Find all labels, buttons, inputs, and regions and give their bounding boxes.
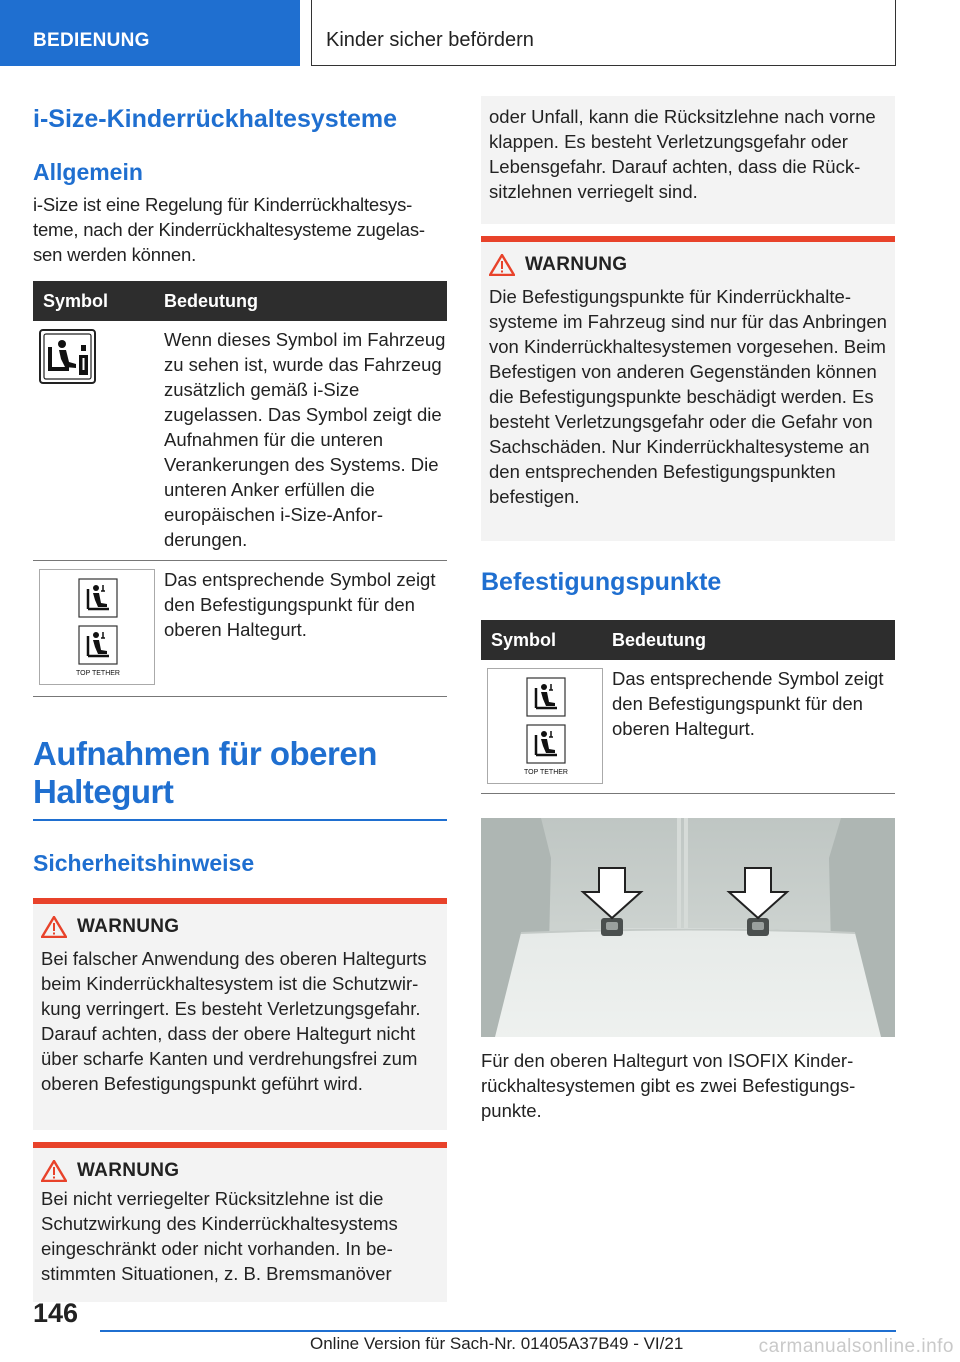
warning-text: oder Unfall, kann die Rücksitzlehne nach vorne klappen. Es besteht Verletzungsgefahr oder Lebensgefahr. Darauf achten, dass die Rücksitzlehnen verriegelt sind. xyxy=(489,106,876,202)
top-tether-description: Das entsprechende Symbol zeigt den Befestigungspunkt für den oberen Haltegurt. xyxy=(164,569,436,640)
warning-text: Die Befestigungspunkte für Kinderrückhaltesysteme im Fahrzeug sind nur für das Anbringen von Kinderrückhaltesystemen vorgesehen. Beim Befestigen von anderen Gegenständen können die Befestigungspunkte beschädigt werden. Es besteht Verletzungsgefahr oder die Gefahr von Sachschäden. Nur Kinderrückhaltesysteme an den entsprechenden Befestigungspunkten befestigen. xyxy=(489,286,887,507)
header-chapter-box xyxy=(311,0,896,66)
top-tether-label: TOP TETHER xyxy=(524,769,568,776)
photo-caption: Für den oberen Haltegurt von ISOFIX Kinderrückhaltesystemen gibt es zwei Befestigungspunkte. xyxy=(481,1050,856,1121)
warning-title xyxy=(33,904,447,940)
col-symbol-header: Symbol xyxy=(491,630,557,650)
isize-symbol-table xyxy=(33,281,447,697)
footer-version-text: Online Version für Sach-Nr. 01405A37B49 - VI/21 xyxy=(310,1334,684,1353)
warning-label: WARNUNG xyxy=(77,916,180,937)
col-meaning-header: Bedeutung xyxy=(612,630,706,650)
rear-seat-anchor-photo xyxy=(481,818,895,1037)
right-column xyxy=(481,96,895,794)
top-tether-label: TOP TETHER xyxy=(76,670,120,677)
isize-symbol-description: Wenn dieses Symbol im Fahrzeug zu sehen ist, wurde das Fahrzeug zusätzlich gemäß i-Size zugelassen. Das Symbol zeigt die Aufnahmen für die unteren Verankerungen des Systems. Die unteren Anker erfüllen die europäischen i-Size-Anforderungen. xyxy=(164,329,446,550)
table-row xyxy=(33,561,447,697)
isize-title: i-Size-Kinderrückhaltesysteme xyxy=(33,105,398,133)
top-tether-description: Das entsprechende Symbol zeigt den Befestigungspunkt für den oberen Haltegurt. xyxy=(612,668,884,739)
isize-child-seat-icon xyxy=(39,329,96,384)
allgemein-heading: Allgemein xyxy=(33,159,143,185)
safety-notes-heading: Sicherheitshinweise xyxy=(33,850,255,876)
section-divider xyxy=(33,819,447,821)
warning-label: WARNUNG xyxy=(77,1160,180,1181)
left-column xyxy=(33,96,447,1302)
top-tether-anchor-icon xyxy=(39,569,155,685)
warning-text: Bei falscher Anwendung des oberen Haltegurts beim Kinderrückhaltesystem ist die Schutzwirkung verringert. Es besteht Verletzungsgefahr. Darauf achten, dass der obere Haltegurt nicht über scharfe Kanten und verdrehungsfrei zum oberen Befestigungspunkt geführt wird. xyxy=(41,948,427,1094)
top-tether-anchor-icon xyxy=(487,668,603,784)
warning-box xyxy=(481,236,895,541)
watermark: carmanualsonline.info xyxy=(758,1336,954,1357)
warning-box xyxy=(33,1142,447,1302)
header-chapter-label: Kinder sicher befördern xyxy=(326,29,534,51)
col-meaning-header: Bedeutung xyxy=(164,291,258,311)
table-header xyxy=(481,620,895,660)
warning-label: WARNUNG xyxy=(525,254,628,275)
header-section-label: BEDIENUNG xyxy=(33,30,150,51)
upper-tether-section-title: Aufnahmen für oberen Haltegurt xyxy=(33,735,377,810)
page-number: 146 xyxy=(33,1298,79,1328)
warning-text: Bei nicht verriegelter Rücksitzlehne ist die Schutzwirkung des Kinderrückhaltesystems eingeschränkt oder nicht vorhanden. In bestimmten Situationen, z. B. Bremsmanöver xyxy=(41,1188,398,1284)
warning-triangle-icon xyxy=(41,1160,67,1182)
footer-divider xyxy=(100,1330,896,1332)
warning-box-continued xyxy=(481,96,895,224)
isize-intro-text: i-Size ist eine Regelung für Kinderrückhaltesysteme, nach der Kinderrückhaltesysteme zugelassen werden können. xyxy=(33,194,426,265)
anchor-points-title: Befestigungspunkte xyxy=(481,568,722,596)
header-section-tab xyxy=(0,0,300,66)
table-header xyxy=(33,281,447,321)
col-symbol-header: Symbol xyxy=(43,291,109,311)
table-row xyxy=(481,660,895,794)
table-row xyxy=(33,321,447,561)
warning-title xyxy=(33,1148,447,1184)
warning-triangle-icon xyxy=(41,916,67,938)
warning-triangle-icon xyxy=(489,254,515,276)
anchor-symbol-table xyxy=(481,620,895,794)
warning-box xyxy=(33,898,447,1130)
warning-title xyxy=(481,242,895,278)
